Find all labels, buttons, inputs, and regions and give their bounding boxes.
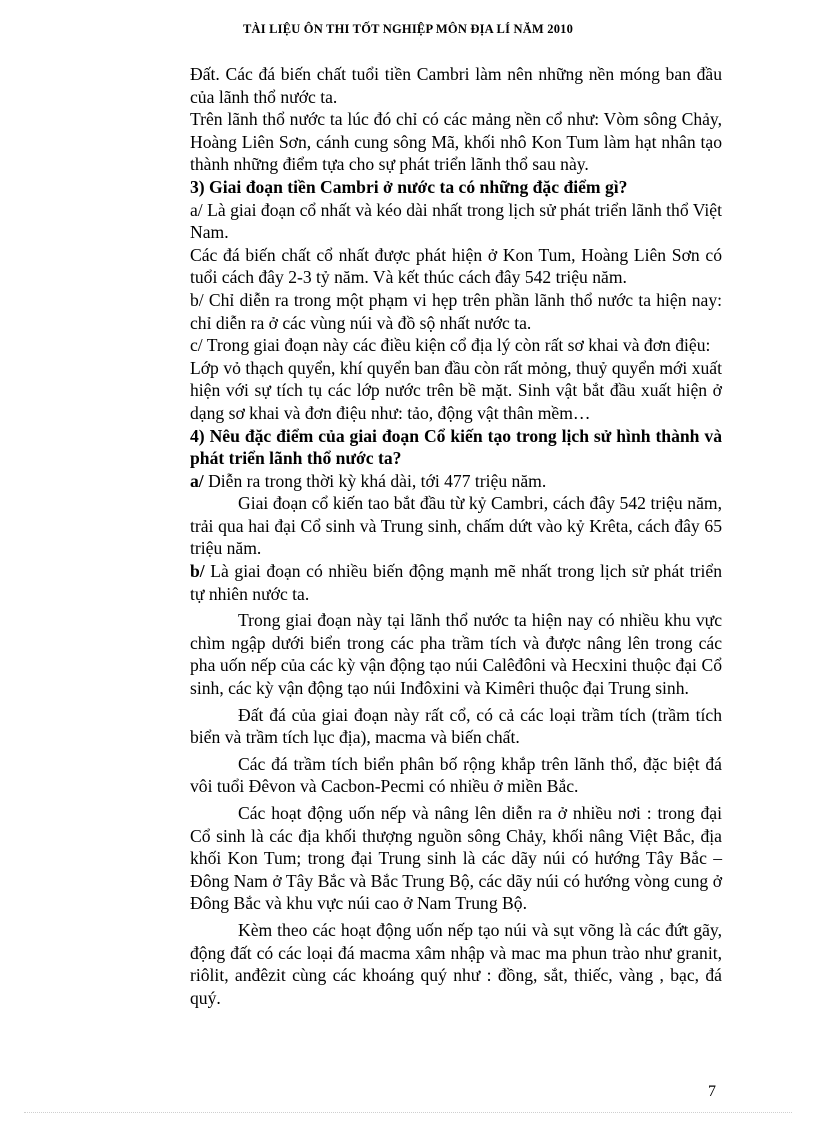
paragraph: Trên lãnh thổ nước ta lúc đó chỉ có các mảng nền cổ như: Vòm sông Chảy, Hoàng Liên Sơn, cánh cung sông Mã, khối nhô Kon Tum làm hạt nhân tạo thành những điểm tựa cho sự phát triển lãnh thổ sau này. <box>190 109 722 175</box>
paragraph <box>190 470 722 493</box>
paragraph-text: Diễn ra trong thời kỳ khá dài, tới 477 triệu năm. <box>203 470 547 491</box>
paragraph: Kèm theo các hoạt động uốn nếp tạo núi và sụt võng là các đứt gãy, động đất có các loại đá macma xâm nhập và mac ma phun trào như granit, riôlit, anđêzit cùng các khoáng quý như : đồng, sắt, thiếc, vàng , bạc, đá quý. <box>190 919 722 1008</box>
document-header: TÀI LIỆU ÔN THI TỐT NGHIỆP MÔN ĐỊA LÍ NĂM 2010 <box>242 22 574 36</box>
list-marker: b/ <box>190 561 205 582</box>
paragraph: a/ Là giai đoạn cổ nhất và kéo dài nhất trong lịch sử phát triển lãnh thổ Việt Nam. <box>190 199 722 243</box>
paragraph: c/ Trong giai đoạn này các điều kiện cổ địa lý còn rất sơ khai và đơn điệu: <box>190 335 711 356</box>
paragraph: Giai đoạn cổ kiến tao bắt đầu từ kỷ Cambri, cách đây 542 triệu năm, trải qua hai đại Cổ sinh và Trung sinh, chấm dứt vào kỷ Krêta, cách đây 65 triệu năm. <box>190 493 722 559</box>
paragraph: Đất đá của giai đoạn này rất cổ, có cả các loại trầm tích (trầm tích biển và trầm tích lục địa), macma và biến chất. <box>190 704 722 748</box>
paragraph: Đất. Các đá biến chất tuổi tiền Cambri làm nên những nền móng ban đầu của lãnh thổ nước ta. <box>190 64 722 107</box>
list-marker: a/ <box>190 470 204 491</box>
paragraph: Các đá trầm tích biển phân bố rộng khắp trên lãnh thổ, đặc biệt đá vôi tuổi Đêvon và Cacbon-Pecmi có nhiều ở miền Bắc. <box>190 753 722 797</box>
paragraph: Các đá biến chất cổ nhất được phát hiện ở Kon Tum, Hoàng Liên Sơn có tuổi cách đây 2-3 tỷ năm. Và kết thúc cách đây 542 triệu năm. <box>190 244 722 288</box>
paragraph: Trong giai đoạn này tại lãnh thổ nước ta hiện nay có nhiều khu vực chìm ngập dưới biển trong các pha trầm tích và được nâng lên trong các pha uốn nếp của các kỳ vận động tạo núi Calêđôni và Hecxini thuộc đại Cổ sinh, các kỳ vận động tạo núi Inđôxini và Kimêri thuộc đại Trung sinh. <box>190 610 722 699</box>
paragraph: Lớp vỏ thạch quyển, khí quyển ban đầu còn rất mỏng, thuỷ quyển mới xuất hiện với sự tích tụ các lớp nước trên bề mặt. Sinh vật bắt đầu xuất hiện ở dạng sơ khai và đơn điệu như: tảo, động vật thân mềm… <box>190 357 722 423</box>
paragraph: b/ Chỉ diễn ra trong một phạm vi hẹp trên phần lãnh thổ nước ta hiện nay: chỉ diễn ra ở các vùng núi và đồ sộ nhất nước ta. <box>190 289 722 333</box>
paragraph: Các hoạt động uốn nếp và nâng lên diễn ra ở nhiều nơi : trong đại Cổ sinh là các địa khối thượng nguồn sông Chảy, khối nâng Việt Bắc, địa khối Kon Tum; trong đại Trung sinh là các dãy núi có hướng Tây Bắc – Đông Nam ở Tây Bắc và Bắc Trung Bộ, các dãy núi có hướng vòng cung ở Đông Bắc và khu vực núi cao ở Nam Trung Bộ. <box>190 803 722 914</box>
document-body <box>190 63 722 1009</box>
page-number: 7 <box>708 1083 716 1100</box>
paragraph <box>190 560 722 605</box>
paragraph-text: Là giai đoạn có nhiều biến động mạnh mẽ nhất trong lịch sử phát triển tự nhiên nước ta. <box>190 561 722 604</box>
footer-divider <box>24 1112 792 1113</box>
question-heading-4: 4) Nêu đặc điểm của giai đoạn Cổ kiến tạo trong lịch sử hình thành và phát triển lãnh thổ nước ta? <box>190 425 722 469</box>
question-heading-3: 3) Giai đoạn tiền Cambri ở nước ta có những đặc điểm gì? <box>190 176 628 197</box>
